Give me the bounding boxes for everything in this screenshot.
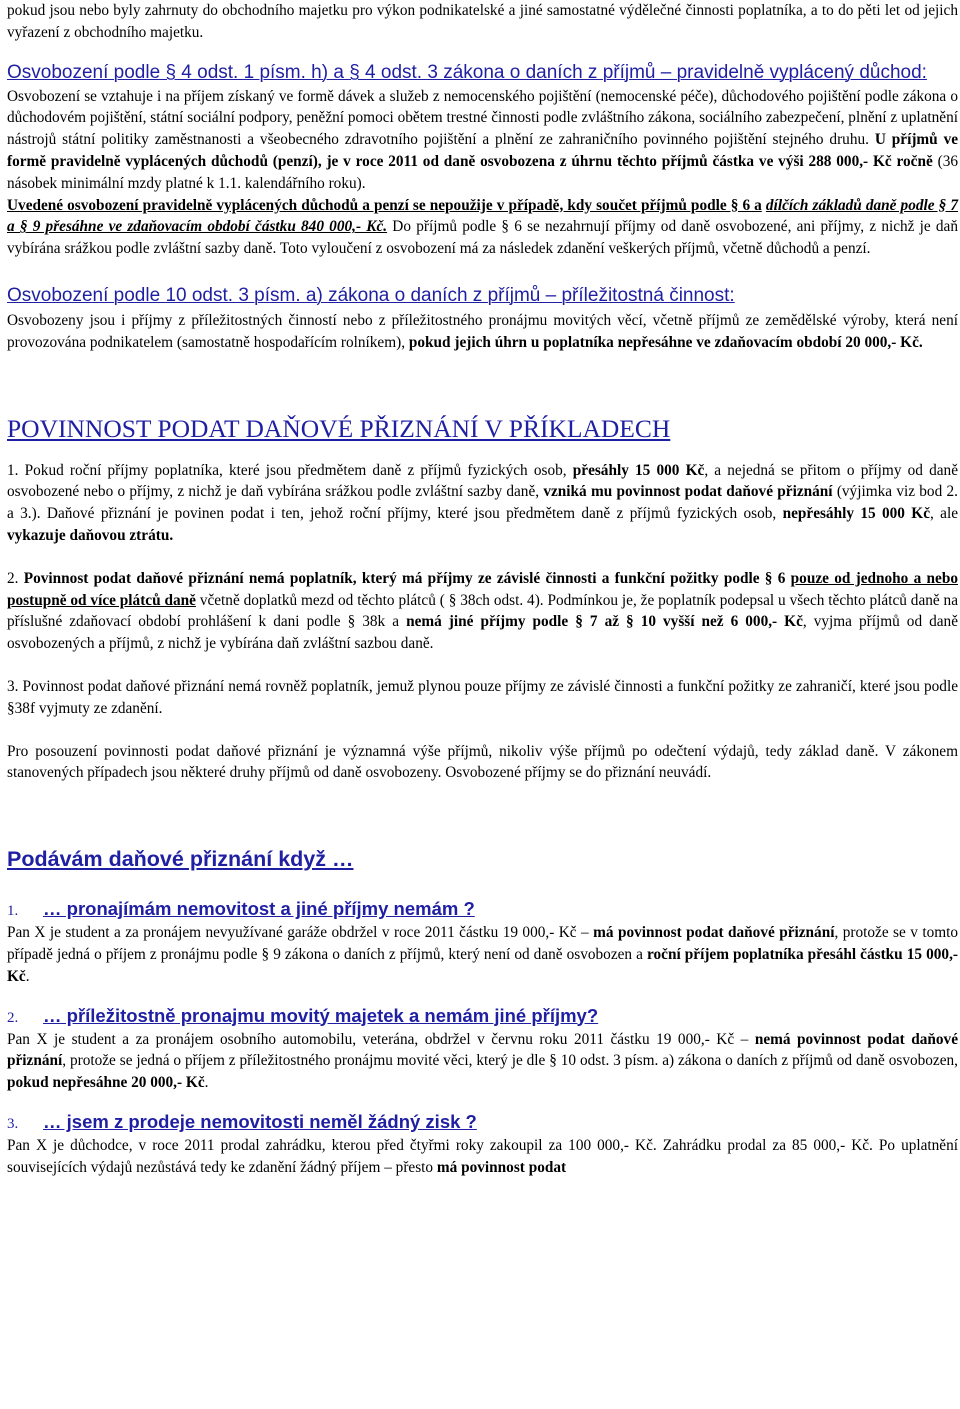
main-p1-e: (výjimka viz bod 2. a 3.). Daňové přiznání je povinen podat i ten, jehož roční příjmy, které jsou předmětem daně z příjmů fyzických osob,	[7, 483, 958, 523]
main-heading	[7, 414, 958, 444]
sec2-heading	[7, 284, 958, 307]
example-1-a: Pan X je student a za pronájem nevyužívané garáže obdržel v roce 2011 částku 19 000,- Kč –	[7, 924, 589, 942]
main-p2-f: , vyjma příjmů od daně osvobozených a příjmů, z nichž je vybírána daň zvláštní sazbou daně.	[7, 613, 958, 653]
main-p1-f: nepřesáhly 15 000 Kč	[782, 505, 930, 523]
example-1-b: má povinnost podat daňové přiznání	[593, 924, 835, 942]
example-1-number: 1.	[7, 903, 19, 920]
main-p4-text: Pro posouzení povinnosti podat daňové přiznání je významná výše příjmů, nikoliv výše příjmů po odečtení výdajů, tedy základ daně. V zákonem stanovených případech jsou některé druhy příjmů od daně osvobozeny. Osvobozené příjmy se do přiznání neuvádí.	[7, 742, 958, 782]
example-3-title-text: … jsem z prodeje nemovitosti neměl žádný zisk ?	[43, 1110, 477, 1132]
main-p1-d: vzniká mu povinnost podat daňové přiznání	[543, 483, 833, 501]
main-p2-c: pouze od jednoho a nebo postupně od více plátců daně	[7, 569, 958, 609]
sec2-body	[7, 310, 958, 354]
sec1-text-3: Do příjmů podle § 6 se nezahrnují příjmy od daně osvobozené, ani příjmy, z nichž je daň vybírána srážkou podle zvláštní sazby daně. Toto vyloučení z osvobození má za následek zdanění veškerých příjmů, včetně důchodů a penzí.	[7, 218, 958, 258]
example-3-number: 3.	[7, 1115, 19, 1132]
example-2-a: Pan X je student a za pronájem osobního automobilu, veterána, obdržel v červnu roku 2011 částku 19 000,- Kč –	[7, 1030, 749, 1048]
main-p2-d: včetně doplatků mezd od těchto plátců ( § 38ch odst. 4). Podmínkou je, že poplatník podepsal u všech těchto plátců daně na příslušné zdaňovací období prohlášení k dani podle § 38k a	[7, 591, 958, 631]
sec2-bold-1: pokud jejich úhrn u poplatníka nepřesáhne ve zdaňovacím období 20 000,- Kč.	[408, 333, 923, 351]
example-1-title	[7, 898, 958, 922]
main-p3	[7, 676, 958, 720]
sec2-heading-text: Osvobození podle 10 odst. 3 písm. a) zákona o daních z příjmů – příležitostná činnost:	[7, 284, 735, 306]
example-3-b: má povinnost podat	[436, 1158, 567, 1176]
main-p4	[7, 741, 958, 785]
main-p1-b: přesáhly 15 000 Kč	[572, 461, 705, 479]
main-p3-text: 3. Povinnost podat daňové přiznání nemá rovněž poplatník, jemuž plynou pouze příjmy ze závislé činnosti a funkční požitky ze zahraničí, které jsou podle §38f vyjmuty ze zdanění.	[7, 677, 958, 717]
main-p2-e: nemá jiné příjmy podle § 7 až § 10 vyšší než 6 000,- Kč	[406, 613, 803, 631]
sec1-bold-1: U příjmů ve formě pravidelně vyplácených důchodů (penzí), je v roce 2011 od daně osvobozena z úhrnu těchto příjmů částka ve výši 288 000,- Kč ročně	[7, 131, 959, 170]
example-2-d: pokud nepřesáhne 20 000,- Kč	[7, 1074, 205, 1092]
main-p2-b: Povinnost podat daňové přiznání nemá poplatník, který má příjmy ze závislé činnosti a funkční požitky podle § 6	[23, 569, 786, 587]
example-3-title	[7, 1111, 958, 1135]
example-2-c: , protože se jedná o příjem z příležitostného pronájmu movité věci, který je dle § 10 odst. 3 písm. a) zákona o daních z příjmů od daně osvobozen,	[62, 1052, 958, 1070]
intro-line-2: poplatníka, a to do pěti let od jejich vyřazení z obchodního majetku.	[7, 2, 958, 41]
example-1-title-text: … pronajímám nemovitost a jiné příjmy nemám ?	[43, 898, 475, 920]
example-2-number: 2.	[7, 1009, 19, 1026]
main-p2	[7, 568, 958, 655]
example-2-b: nemá povinnost podat daňové přiznání	[7, 1030, 958, 1070]
intro-line-1: pokud jsou nebo byly zahrnuty do obchodního majetku pro výkon podnikatelské a jiné samostatné výdělečné činnosti	[7, 2, 734, 19]
example-3-body	[7, 1135, 958, 1179]
example-2-e: .	[204, 1074, 209, 1092]
sec1-text-1: Osvobození se vztahuje i na příjem získaný ve formě dávek a služeb z nemocenského pojištění (nemocenské péče), důchodového pojištění podle zákona o důchodovém pojištění, státní sociální podpory, peněžní pomoci obětem trestné činnosti podle zvláštního zákona, sociálního zabezpečení, plnění z uplatnění nástrojů státní politiky zaměstnanosti a všeobecného zdravotního pojištění a plnění ze zahraničního povinného pojištění stejného druhu.	[7, 87, 958, 149]
main-p1-g: , ale	[929, 505, 958, 523]
sec1-bold-underline: Uvedené osvobození pravidelně vyplácených důchodů a penzí se nepoužije v případě, kdy součet příjmů podle § 6 a	[7, 196, 762, 214]
example-2-body	[7, 1029, 958, 1094]
example-1-e: .	[25, 967, 30, 985]
main-p1	[7, 460, 958, 547]
main-heading-text: POVINNOST PODAT DAŇOVÉ PŘIZNÁNÍ V PŘÍKLADECH	[7, 413, 671, 443]
sec1-body	[7, 86, 958, 260]
when-heading	[7, 846, 958, 872]
sec1-text-2: (36 násobek minimální mzdy platné k 1.1. kalendářního roku).	[7, 152, 958, 192]
sec1-bold-italic: dílčích základů daně podle § 7 a § 9 přesáhne ve zdaňovacím období částku 840 000,- Kč.	[7, 196, 958, 236]
example-1-d: roční příjem poplatníka přesáhl částku 15 000,- Kč	[7, 945, 958, 985]
sec1-heading	[7, 61, 958, 84]
example-1-c: , protože se v tomto případě jedná o příjem z pronájmu podle § 9 zákona o daních z příjmů, který není od daně osvobozen a	[7, 924, 959, 963]
main-p1-a: 1. Pokud roční příjmy poplatníka, které jsou předmětem daně z příjmů fyzických osob,	[7, 461, 567, 479]
sec2-text-1: Osvobozeny jsou i příjmy z příležitostných činností nebo z příležitostného pronájmu movitých věcí, včetně příjmů ze zemědělské výroby, která není provozována podnikatelem (samostatně hospodařícím rolníkem),	[7, 311, 958, 351]
document-page	[7, 0, 958, 1179]
main-p1-h: vykazuje daňovou ztrátu.	[7, 526, 174, 544]
example-1-body	[7, 922, 958, 987]
main-p2-a: 2.	[7, 569, 19, 587]
example-2-title-text: … příležitostně pronajmu movitý majetek a nemám jiné příjmy?	[43, 1004, 599, 1026]
sec1-heading-text: Osvobození podle § 4 odst. 1 písm. h) a § 4 odst. 3 zákona o daních z příjmů – pravidelně vyplácený důchod:	[7, 61, 927, 83]
example-3-a: Pan X je důchodce, v roce 2011 prodal zahrádku, kterou před čtyřmi roky zakoupil za 100 000,- Kč. Zahrádku prodal za 85 000,- Kč. Po uplatnění souvisejících výdajů nezůstává tedy ke zdanění žádný příjem – přesto	[7, 1136, 958, 1176]
intro-paragraph	[7, 0, 958, 44]
main-p1-c: , a nejedná se přitom o příjmy od daně osvobozené nebo o příjmy, z nichž je daň vybírána srážkou podle zvláštní sazby daně,	[7, 461, 958, 501]
when-heading-text: Podávám daňové přiznání když …	[7, 847, 354, 872]
example-2-title	[7, 1005, 958, 1029]
